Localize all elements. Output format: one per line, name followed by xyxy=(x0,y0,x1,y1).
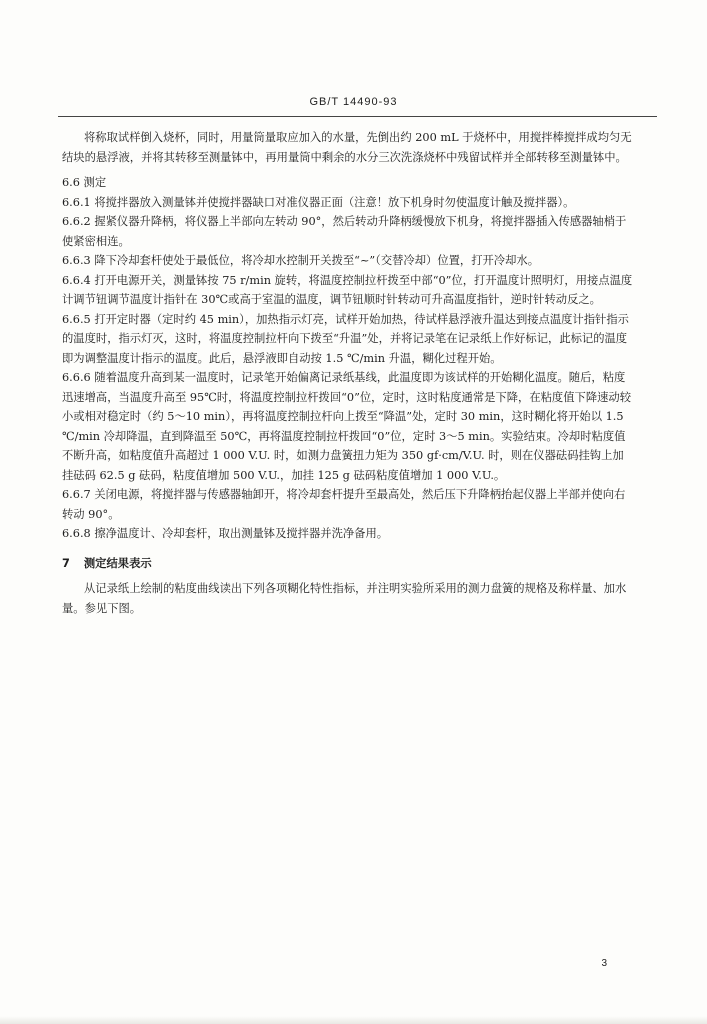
step-6-6-4: 6.6.4 打开电源开关，测量钵按 75 r/min 旋转，将温度控制拉杆拨至中部“0”位，打开温度计照明灯，用接点温度计调节钮调节温度计指针在 30℃或高于室温的温度，调节钮顺时针转动可升高温度指针，逆时针转动反之。 xyxy=(62,273,633,306)
step-6-6-2: 6.6.2 握紧仪器升降柄，将仪器上半部向左转动 90°，然后转动升降柄缓慢放下机身，将搅拌器插入传感器轴梢于使紧密相连。 xyxy=(62,215,627,248)
page-number: 3 xyxy=(601,958,607,969)
document-body xyxy=(62,128,634,618)
standard-number-header: GB/T 14490-93 xyxy=(309,96,398,108)
step-6-6-5: 6.6.5 打开定时器（定时约 45 min），加热指示灯亮，试样开始加热，待试样悬浮液升温达到接点温度计指针指示的温度时，指示灯灭，这时，将温度控制拉杆向下拨至“升温”处，并将记录笔在记录纸上作好标记，此标记的温度即为调整温度计指示的温度。此后，悬浮液即自动按 1.5 ℃/min 升温，糊化过程开始。 xyxy=(62,312,629,365)
section-7-title: 测定结果表示 xyxy=(83,556,152,570)
section-heading-6-6: 6.6 测定 xyxy=(62,176,107,189)
section-7-number: 7 xyxy=(62,556,70,570)
step-6-6-3: 6.6.3 降下冷却套杆使处于最低位，将冷却水控制开关拨至“~”（交替冷却）位置，打开冷却水。 xyxy=(62,254,539,267)
scan-bottom-edge xyxy=(0,1016,707,1024)
paragraph-results: 从记录纸上绘制的粘度曲线读出下列各项糊化特性指标，并注明实验所采用的测力盘簧的规格及称样量、加水量。参见下图。 xyxy=(62,582,627,615)
step-6-6-7: 6.6.7 关闭电源，将搅拌器与传感器轴卸开，将冷却套杆提升至最高处，然后压下升降柄抬起仪器上半部并使向右转动 90°。 xyxy=(62,488,626,521)
paragraph-sample-transfer: 将称取试样倒入烧杯，同时，用量筒量取应加入的水量，先倒出约 200 mL 于烧杯中，用搅拌棒搅拌成均匀无结块的悬浮液，并将其转移至测量钵中，再用量筒中剩余的水分三次洗涤烧杯中残留试样并全部转移至测量钵中。 xyxy=(62,131,632,164)
header-rule xyxy=(58,116,657,117)
section-heading-7 xyxy=(62,554,634,574)
step-6-6-6: 6.6.6 随着温度升高到某一温度时，记录笔开始偏离记录纸基线，此温度即为该试样的开始糊化温度。随后，粘度迅速增高，当温度升高至 95℃时，将温度控制拉杆拨回“0”位，定时，这时粘度通常是下降，在粘度值下降速动较小或相对稳定时（约 5～10 min），再将温度控制拉杆向上拨至“降温”处，定时 30 min，这时糊化将开始以 1.5 ℃/min 冷却降温，直到降温至 50℃，再将温度控制拉杆拨回“0”位，定时 3～5 min。实验结束。冷却时粘度值不断升高，如粘度值升高超过 1 000 V.U. 时，如测力盘簧扭力矩为 350 gf·cm/V.U. 时，则在仪器砝码挂钩上加挂砝码 62.5 g 砝码，粘度值增加 500 V.U.，加挂 125 g 砝码粘度值增加 1 000 V.U.。 xyxy=(62,371,632,482)
step-6-6-1: 6.6.1 将搅拌器放入测量钵并使搅拌器缺口对准仪器正面（注意！放下机身时勿使温度计触及搅拌器）。 xyxy=(62,195,575,209)
step-6-6-8: 6.6.8 擦净温度计、冷却套杆，取出测量钵及搅拌器并洗净备用。 xyxy=(62,527,389,540)
